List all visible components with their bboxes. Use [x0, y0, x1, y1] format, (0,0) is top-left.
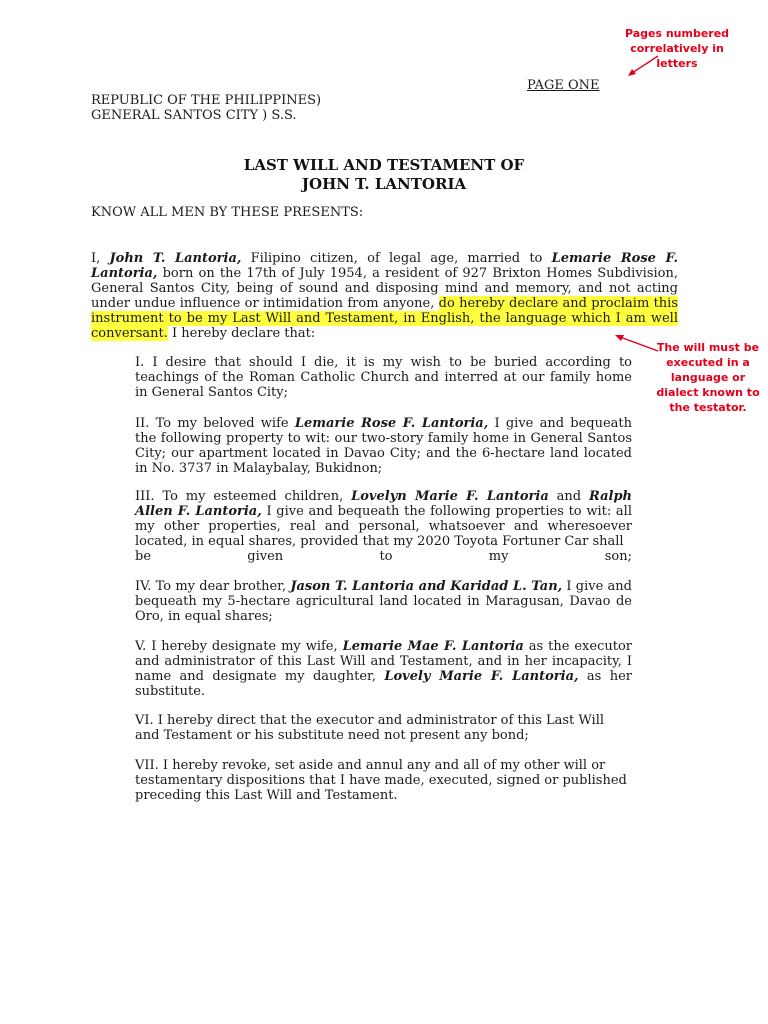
text: V. I hereby designate my wife, [135, 639, 343, 654]
annotation-language: The will must be executed in a language or dialect known to the testator. [656, 341, 760, 414]
text: I give and bequeath the following properties to wit: all my other properties, real and personal, whatsoever and wheresoever located, in equal shares, provided that my 2020 Toyota Fortuner Car shall [135, 504, 632, 549]
substitute-name: Lovely Marie F. Lantoria, [384, 669, 579, 684]
text: as her substitute. [135, 669, 633, 699]
beneficiary-names: Jason T. Lantoria and Karidad L. Tan, [290, 579, 563, 594]
text: I, [91, 251, 110, 266]
text: I hereby declare that: [167, 326, 316, 341]
will-item-3 [135, 489, 632, 564]
text: IV. To my dear brother, [135, 579, 291, 594]
venue-line: REPUBLIC OF THE PHILIPPINES) [91, 93, 322, 108]
testator-name: John T. Lantoria, [109, 251, 242, 266]
beneficiary-name: Lemarie Rose F. Lantoria, [294, 416, 489, 431]
annotation-page-numbering: Pages numbered correlatively in letters [624, 27, 730, 70]
will-item-4 [135, 579, 632, 624]
testator-name-title: JOHN T. LANTORIA [301, 175, 467, 193]
preamble: KNOW ALL MEN BY THESE PRESENTS: [91, 205, 364, 220]
text: as the executor and administrator of this Last Will and Testament, and in her incapacity, I name and designate my daughter, [135, 639, 632, 684]
will-item-6: VI. I hereby direct that the executor and administrator of this Last Will and Testament or his substitute need not present any bond; [135, 713, 605, 743]
highlighted-declaration: do hereby declare and proclaim this instrument to be my Last Will and Testament, in English, the language which I am well conversant. [91, 296, 679, 341]
document-title: LAST WILL AND TESTAMENT OF [243, 156, 525, 174]
beneficiary-name: Ralph Allen F. Lantoria, [135, 489, 632, 519]
spouse-name: Lemarie Rose F. Lantoria, [91, 251, 679, 281]
text: and [548, 489, 589, 504]
text: I give and bequeath my 5-hectare agricultural land located in Maragusan, Davao de Oro, in equal shares; [135, 579, 633, 624]
will-item-7: VII. I hereby revoke, set aside and annul any and all of my other will or testamentary dispositions that I have made, executed, signed or published preceding this Last Will and Testament. [135, 758, 627, 803]
text: born on the 17th of July 1954, a resident of 927 Brixton Homes Subdivision, General Santos City, being of sound and disposing mind and memory, and not acting under undue influence or intimidation from anyone, [91, 266, 678, 311]
will-item-2 [135, 416, 632, 476]
text: III. To my esteemed children, [135, 489, 352, 504]
page-number: PAGE ONE [527, 78, 600, 93]
text: I give and bequeath the following property to wit: our two-story family home in General Santos City; our apartment located in Davao City; and the 6-hectare land located in No. 3737 in Malaybalay, Bukidnon; [135, 416, 632, 476]
text: be given to my son; [135, 549, 632, 564]
annotation-arrow-icon [622, 54, 662, 78]
executor-name: Lemarie Mae F. Lantoria [342, 639, 524, 654]
venue-line: GENERAL SANTOS CITY ) S.S. [91, 108, 297, 123]
text: II. To my beloved wife [135, 416, 295, 431]
beneficiary-name: Lovelyn Marie F. Lantoria [351, 489, 549, 504]
will-item-1: I. I desire that should I die, it is my wish to be buried according to teachings of the Roman Catholic Church and interred at our family home in General Santos City; [135, 355, 632, 400]
opening-paragraph [91, 251, 678, 341]
text: Filipino citizen, of legal age, married to [241, 251, 552, 266]
will-item-5 [135, 639, 632, 699]
